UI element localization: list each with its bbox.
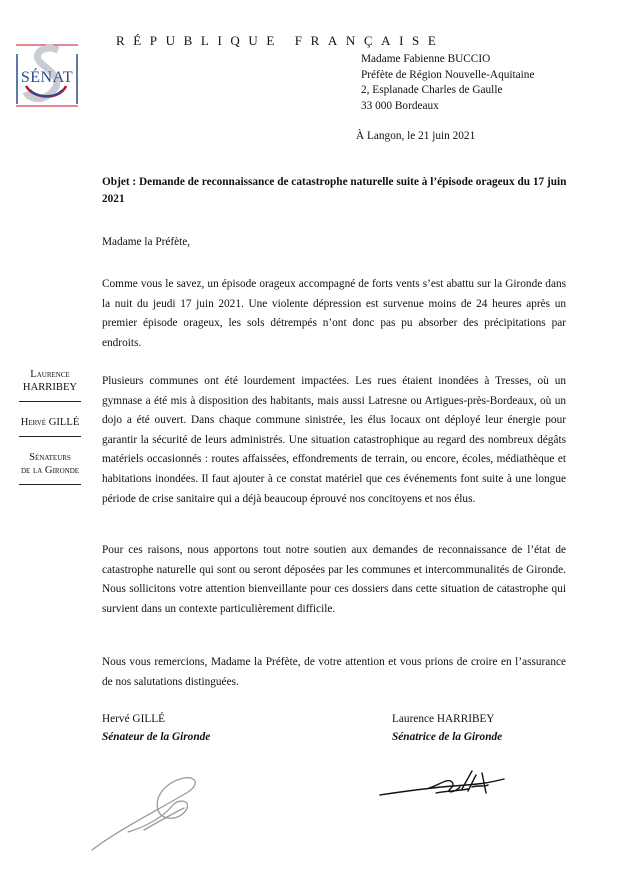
sidebar-role-line1: Sénateurs <box>29 452 71 463</box>
body-paragraph-2: Plusieurs communes ont été lourdement impactées. Les rues étaient inondées à Tresses, où un gymnase a été mis à disposition des habitants, mais aussi Latresne ou Artigues-près-Bordeaux, où un dojo a été ouvert. Dans chaque commune sinistrée, les élus locaux ont déployé leur énergie pour garantir la sécurité de leurs administrés. Une situation catastrophique au regard des nombreux dégâts matériels occasionnés : routes affaissées, effondrements de terrain, ou encore, écoles, médiathèque et habitations inondées. Il faut ajouter à ce constat matériel que ces événements font suite à une longue période de crise sanitaire qui a déjà beaucoup éprouvé nos concitoyens et nos élus. <box>102 375 566 505</box>
body-paragraph-3: Pour ces raisons, nous apportons tout notre soutien aux demandes de reconnaissance de l’état de catastrophe naturelle qui sont ou seront déposées par les communes et intercommunalités de Gironde. Nous sollicitons votre attention bienveillante pour ces dossiers dans cette situation de catastrophe qui survient dans un contexte particulièrement difficile. <box>102 544 566 615</box>
sidebar-name1-last: HARRIBEY <box>22 382 78 393</box>
handwritten-signature-left <box>88 770 218 855</box>
recipient-address <box>361 52 534 114</box>
sidebar-name2-first: Hervé <box>20 417 47 428</box>
recipient-city: 33 000 Bordeaux <box>361 99 439 112</box>
republique-francaise-header: RÉPUBLIQUE FRANÇAISE <box>116 33 445 48</box>
recipient-name: Madame Fabienne BUCCIO <box>361 53 491 65</box>
senators-sidebar <box>6 368 94 492</box>
sidebar-divider <box>19 436 81 437</box>
signatory-title-right: Sénatrice de la Gironde <box>392 731 503 743</box>
recipient-title: Préfète de Région Nouvelle-Aquitaine <box>361 68 535 81</box>
body-paragraph-4: Nous vous remercions, Madame la Préfète, de votre attention et vous prions de croire en l’assurance de nos salutations distinguées. <box>102 656 566 688</box>
signature-block-right <box>392 710 502 746</box>
senat-logo <box>14 42 80 108</box>
signatory-name-left: Hervé GILLÉ <box>102 713 166 725</box>
signatory-title-left: Sénateur de la Gironde <box>102 731 211 743</box>
handwritten-signature-right <box>376 765 526 805</box>
sidebar-role-line2: de la Gironde <box>20 465 80 476</box>
signature-block-left <box>102 710 210 746</box>
signatory-name-right: Laurence HARRIBEY <box>392 713 495 725</box>
sidebar-name2-last: GILLÉ <box>48 417 80 428</box>
sidebar-name2 <box>6 416 94 429</box>
salutation: Madame la Préfète, <box>102 236 191 248</box>
sidebar-name1-first: Laurence <box>30 369 70 380</box>
recipient-street: 2, Esplanade Charles de Gaulle <box>361 84 503 97</box>
logo-wordmark: SÉNAT <box>20 69 74 86</box>
place-and-date: À Langon, le 21 juin 2021 <box>356 130 476 142</box>
sidebar-divider <box>19 401 81 402</box>
body-paragraph-1: Comme vous le savez, un épisode orageux accompagné de forts vents s’est abattu sur la Gironde dans la nuit du jeudi 17 juin 2021. Une violente dépression est survenue moins de 24 heures après un premier épisode orageux, les sols détrempés n’ont donc pas pu absorber des précipitations par endroits. <box>102 278 566 349</box>
subject-line: Objet : Demande de reconnaissance de catastrophe naturelle suite à l’épisode orageux du 17 juin 2021 <box>102 176 567 205</box>
sidebar-divider <box>19 484 81 485</box>
